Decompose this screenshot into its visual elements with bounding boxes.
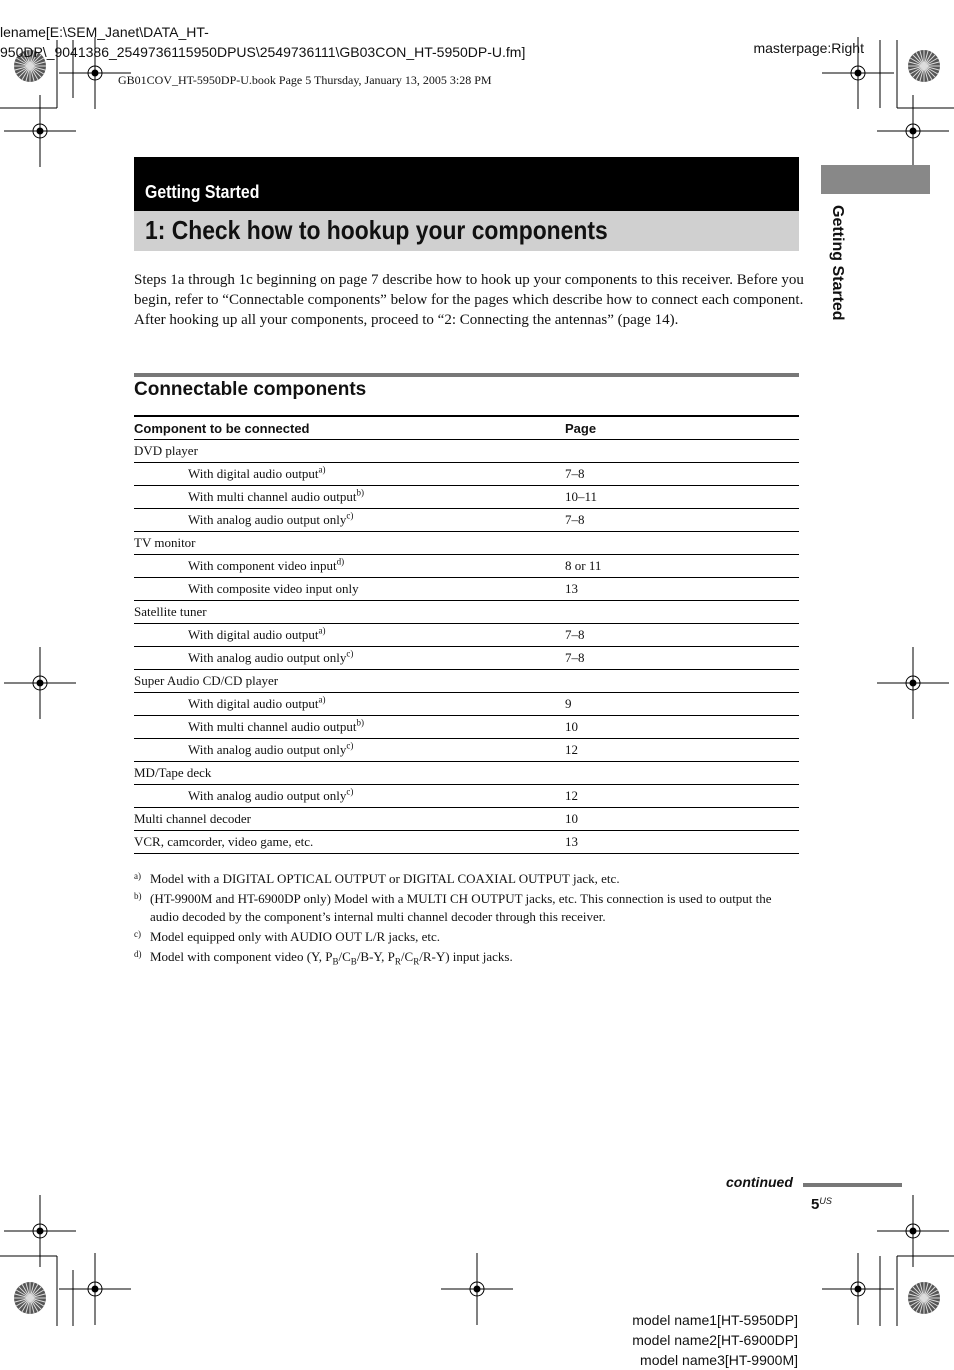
page-cell: 9 — [565, 693, 799, 716]
registration-mark — [59, 1253, 131, 1325]
component-cell: DVD player — [134, 440, 565, 463]
table-row — [134, 831, 799, 854]
page-cell — [565, 440, 799, 463]
component-cell: With digital audio output$^{a)}$ — [134, 624, 565, 647]
page-cell — [565, 601, 799, 624]
filename-line-1: lename[E:\SEM_Janet\DATA_HT- — [0, 24, 209, 40]
footnote-mark: b) — [134, 891, 142, 901]
footnotes — [134, 870, 799, 968]
starburst-mark — [908, 1282, 940, 1314]
component-cell: With component video input$^{d)}$ — [134, 555, 565, 578]
intro-text — [134, 270, 804, 330]
continued-bar — [803, 1183, 902, 1187]
footnote-d — [134, 948, 799, 966]
page-cell — [565, 762, 799, 785]
component-cell: MD/Tape deck — [134, 762, 565, 785]
page-cell: 13 — [565, 578, 799, 601]
footnote-text: (HT-9900M and HT-6900DP only) Model with a MULTI CH OUTPUT jacks, etc. This connection is used to output the audio decoded by the component’s internal multi channel decoder through this receiver. — [150, 891, 772, 924]
page-cell: 13 — [565, 831, 799, 854]
footnote-text: Model with component video (Y, $P_B/C_B/B-Y$, $P_R/C_R/R-Y$) input jacks. — [150, 949, 513, 967]
registration-mark — [877, 95, 949, 167]
table-row — [134, 808, 799, 831]
table-row — [134, 601, 799, 624]
model-name-3: model name3[HT-9900M] — [640, 1352, 798, 1368]
component-cell: With analog audio output only$^{c)}$ — [134, 785, 565, 808]
page-title: 1: Check how to hookup your components — [145, 215, 608, 245]
page-cell: 12 — [565, 739, 799, 762]
page-cell: 10–11 — [565, 486, 799, 509]
section-title: Connectable components — [134, 379, 367, 400]
table-row — [134, 647, 799, 670]
table-row — [134, 716, 799, 739]
page-cell: 7–8 — [565, 509, 799, 532]
page-cell: 10 — [565, 808, 799, 831]
starburst-mark — [908, 50, 940, 82]
section-header-text: Getting Started — [145, 182, 260, 202]
table-row — [134, 532, 799, 555]
page-cell: 7–8 — [565, 624, 799, 647]
component-cell: VCR, camcorder, video game, etc. — [134, 831, 565, 854]
side-tab-label: Getting Started — [829, 205, 846, 321]
component-cell: With analog audio output only$^{c)}$ — [134, 647, 565, 670]
table-row — [134, 624, 799, 647]
page-cell: 10 — [565, 716, 799, 739]
table-row — [134, 555, 799, 578]
page-cell: 7–8 — [565, 647, 799, 670]
registration-mark — [877, 647, 949, 719]
component-cell: Multi channel decoder — [134, 808, 565, 831]
table-row — [134, 670, 799, 693]
table-row — [134, 440, 799, 463]
component-cell: Satellite tuner — [134, 601, 565, 624]
page-number — [811, 1196, 832, 1213]
page-number-value: 5 — [811, 1196, 820, 1213]
footnote-text: Model with a DIGITAL OPTICAL OUTPUT or DIGITAL COAXIAL OUTPUT jack, etc. — [150, 871, 620, 886]
table-row — [134, 486, 799, 509]
component-cell: With multi channel audio output$^{b)}$ — [134, 486, 565, 509]
footnote-mark: a) — [134, 871, 141, 881]
component-cell: With digital audio output$^{a)}$ — [134, 463, 565, 486]
continued-label: continued — [726, 1174, 793, 1190]
component-cell: TV monitor — [134, 532, 565, 555]
filename-line-2: 950DP\_9041386_2549736115950DPUS\2549736111\GB03CON_HT-5950DP-U.fm] — [0, 44, 526, 60]
page-cell — [565, 670, 799, 693]
intro-paragraph-2: After hooking up all your components, proceed to “2: Connecting the antennas” (page 14). — [134, 312, 679, 328]
header-component: Component to be connected — [134, 416, 565, 440]
registration-mark — [4, 647, 76, 719]
component-cell: With multi channel audio output$^{b)}$ — [134, 716, 565, 739]
model-name-1: model name1[HT-5950DP] — [632, 1312, 798, 1328]
components-table — [134, 415, 799, 854]
footnote-text: Model equipped only with AUDIO OUT L/R jacks, etc. — [150, 929, 441, 944]
intro-paragraph-1: Steps 1a through 1c beginning on page 7 describe how to hook up your components to this receiver. Before you begin, refer to “Connectable components” below for the pages which describe how to connect each component. — [134, 272, 804, 308]
section-rule — [134, 373, 799, 377]
component-cell: With analog audio output only$^{c)}$ — [134, 509, 565, 532]
page-cell — [565, 532, 799, 555]
footnote-mark: d) — [134, 949, 142, 959]
table-row — [134, 578, 799, 601]
table-row — [134, 739, 799, 762]
component-cell: With analog audio output only$^{c)}$ — [134, 739, 565, 762]
component-cell: With digital audio output$^{a)}$ — [134, 693, 565, 716]
registration-mark — [4, 95, 76, 167]
table-row — [134, 509, 799, 532]
masterpage-label: masterpage:Right — [753, 40, 864, 56]
side-tab — [821, 165, 930, 194]
registration-mark — [822, 1253, 894, 1325]
table-row — [134, 463, 799, 486]
component-cell: With composite video input only — [134, 578, 565, 601]
section-header-bar — [134, 157, 799, 211]
page-cell: 12 — [565, 785, 799, 808]
footnote-c — [134, 928, 799, 946]
footnote-b — [134, 890, 799, 926]
page-region-suffix: US — [819, 1196, 832, 1206]
book-info-line: GB01COV_HT-5950DP-U.book Page 5 Thursday, January 13, 2005 3:28 PM — [118, 73, 492, 87]
model-names — [632, 1310, 798, 1370]
registration-mark — [441, 1253, 513, 1325]
header-page: Page — [565, 416, 799, 440]
page-cell: 7–8 — [565, 463, 799, 486]
component-cell: Super Audio CD/CD player — [134, 670, 565, 693]
page-cell: 8 or 11 — [565, 555, 799, 578]
footnote-mark: c) — [134, 929, 141, 939]
footnote-a — [134, 870, 799, 888]
table-row — [134, 693, 799, 716]
model-name-2: model name2[HT-6900DP] — [632, 1332, 798, 1348]
starburst-mark — [14, 1282, 46, 1314]
table-row — [134, 785, 799, 808]
page-title-bar — [134, 211, 799, 251]
table-row — [134, 762, 799, 785]
table-header-row — [134, 416, 799, 440]
